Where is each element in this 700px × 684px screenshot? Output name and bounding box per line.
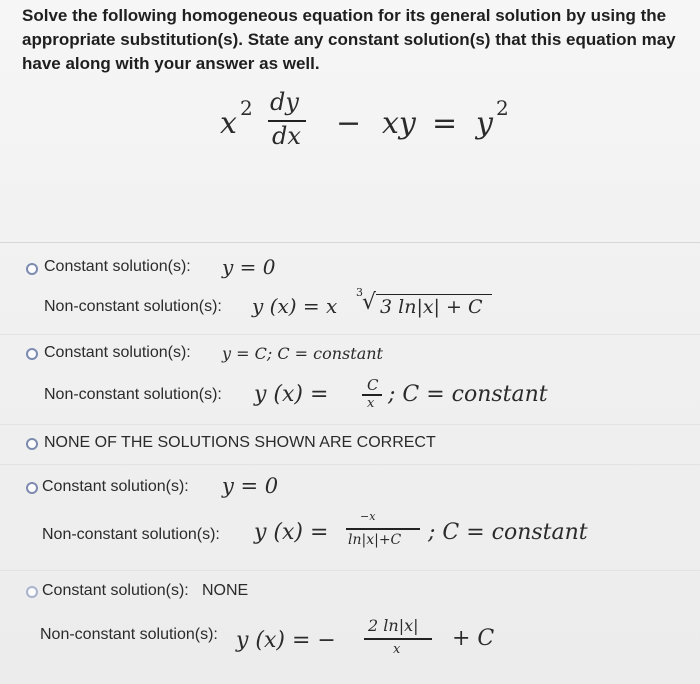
nonconstant-label: Non-constant solution(s): [44, 386, 222, 403]
radical-sign: √ [362, 290, 377, 315]
fraction-bar [346, 528, 420, 530]
nonconstant-label: Non-constant solution(s): [40, 626, 218, 643]
option-separator [0, 570, 700, 571]
eq-x-power: 2 [240, 96, 253, 120]
cube-root-index: 3 [356, 286, 363, 299]
constant-note: + C [452, 626, 495, 651]
constant-solution: y = 0 [222, 255, 276, 279]
fraction-denominator: x [393, 642, 401, 657]
eq-dx: dx [272, 122, 301, 150]
answer-option-4[interactable] [0, 472, 700, 568]
fraction-denominator: ln|x|+C [348, 532, 402, 548]
fraction-numerator: C [367, 376, 379, 394]
radio-button[interactable] [26, 348, 38, 360]
constant-label: Constant solution(s): [44, 344, 191, 361]
eq-x: x [220, 106, 237, 141]
eq-y-power: 2 [496, 96, 509, 120]
constant-solution: y = 0 [222, 474, 279, 498]
nonconstant-solution: y (x) = − [236, 628, 336, 653]
option-separator [0, 464, 700, 465]
fraction-denominator: x [367, 396, 375, 411]
option-separator [0, 424, 700, 425]
constant-label: Constant solution(s): [42, 478, 189, 495]
constant-note: ; C = constant [388, 382, 548, 407]
nonconstant-solution: y (x) = [254, 382, 329, 407]
answer-option-5[interactable] [0, 576, 700, 684]
radicand: 3 ln|x| + C [380, 296, 483, 318]
fraction-bar [364, 638, 432, 640]
nonconstant-solution: y (x) = [254, 520, 329, 545]
fraction-numerator: −x [360, 510, 376, 523]
radio-button[interactable] [26, 438, 38, 450]
answer-option-3[interactable] [0, 428, 700, 464]
radio-button[interactable] [26, 263, 38, 275]
eq-minus: − [336, 106, 362, 141]
constant-label: Constant solution(s): [42, 582, 189, 599]
constant-solution: NONE [202, 582, 249, 599]
nonconstant-label: Non-constant solution(s): [44, 298, 222, 315]
constant-solution: y = C; C = constant [222, 344, 383, 363]
divider [0, 242, 700, 243]
radio-button[interactable] [26, 482, 38, 494]
radio-button[interactable] [26, 586, 38, 598]
nonconstant-label: Non-constant solution(s): [42, 526, 220, 543]
constant-label: Constant solution(s): [44, 258, 191, 275]
option-text: NONE OF THE SOLUTIONS SHOWN ARE CORRECT [44, 434, 436, 451]
eq-equals: = [432, 106, 458, 141]
fraction-numerator: 2 ln|x| [368, 616, 419, 635]
answer-option-1[interactable] [0, 252, 700, 332]
eq-y: y [476, 106, 493, 141]
radical-bar [376, 294, 492, 295]
option-separator [0, 334, 700, 335]
eq-dy: dy [270, 88, 299, 116]
constant-note: ; C = constant [428, 520, 588, 545]
eq-xy: xy [382, 106, 416, 141]
question-text: Solve the following homogeneous equation for its general solution by using the appropriate substitution(s). State any constant solution(s) that this equation may have along with your answer as well. [22, 6, 676, 73]
answer-option-2[interactable] [0, 338, 700, 424]
nonconstant-solution: y (x) = x [252, 294, 338, 318]
